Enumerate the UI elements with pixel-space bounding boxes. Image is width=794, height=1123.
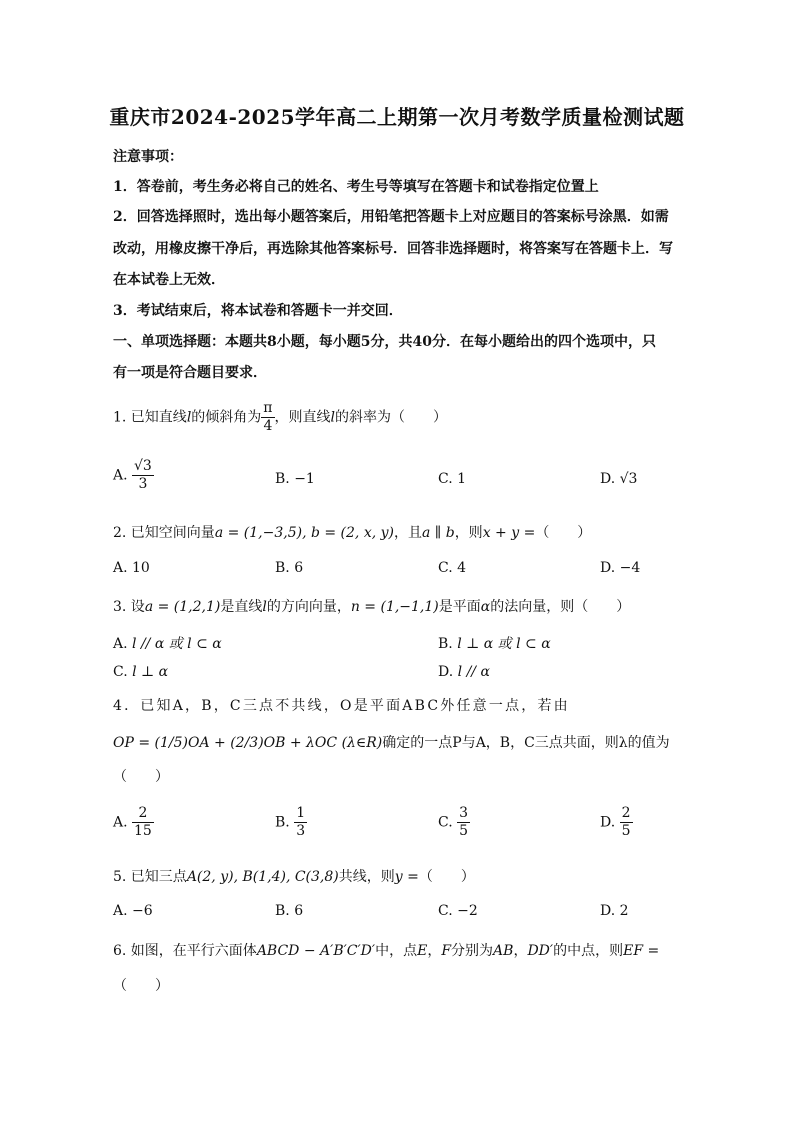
q1-option-a bbox=[113, 458, 154, 493]
q5-option-b: B. 6 bbox=[275, 903, 304, 919]
q3-alpha: α bbox=[480, 599, 491, 615]
section-heading-line-2: 有一项是符合题目要求． bbox=[113, 365, 267, 381]
notice-item-2-line-2: 改动，用橡皮擦干净后，再选除其他答案标号．回答非选择题时，将答案写在答题卡上．写 bbox=[113, 241, 673, 257]
q2-option-c: C. 4 bbox=[438, 560, 467, 576]
q1-mid: 的倾斜角为 bbox=[191, 409, 262, 426]
q5-y: y = bbox=[394, 869, 419, 885]
q1-l: l bbox=[186, 409, 192, 426]
q5-points: A(2, y), B(1,4), C(3,8) bbox=[186, 869, 339, 885]
q6-point-f: F bbox=[441, 943, 452, 959]
q3-option-c-text: l ⊥ α bbox=[132, 664, 169, 680]
notice-item-2-line-3: 在本试卷上无效． bbox=[113, 272, 225, 288]
q1-pre: 1. 已知直线 bbox=[113, 409, 187, 426]
q3-option-a-label: A. bbox=[113, 636, 128, 652]
question-1 bbox=[113, 400, 447, 435]
q6-dd: DD′ bbox=[527, 943, 554, 959]
q4-expression: OP = (1/5)OA + (2/3)OB + λOC (λ∈R) bbox=[113, 735, 383, 751]
question-4-line-3: （ ） bbox=[113, 769, 169, 785]
q6-comma: ， bbox=[513, 943, 528, 959]
q4-option-d-den: 5 bbox=[621, 823, 631, 839]
q6-mid3: 的中点，则 bbox=[553, 943, 624, 959]
q3-vector-n: n = (1,−1,1) bbox=[350, 599, 439, 615]
q2-parallel: a ∥ b bbox=[422, 525, 455, 541]
question-4-line-1: 4．已知A，B，C三点不共线，O是平面ABC外任意一点，若由 bbox=[113, 698, 570, 714]
q6-mid1: 中，点 bbox=[375, 943, 418, 959]
q3-option-a-text: l // α 或 l ⊂ α bbox=[132, 636, 222, 652]
q4-option-c-den: 5 bbox=[459, 823, 469, 839]
q2-pre: 2. 已知空间向量 bbox=[113, 525, 215, 541]
q4-option-d bbox=[600, 805, 633, 840]
q3-option-b-label: B. bbox=[438, 636, 453, 652]
q4-option-a-num: 2 bbox=[132, 805, 154, 823]
q4-line-2-post: 确定的一点P与A，B，C三点共面，则λ的值为 bbox=[382, 735, 670, 751]
question-6 bbox=[113, 940, 659, 960]
q6-solid: ABCD − A′B′C′D′ bbox=[256, 943, 376, 959]
q5-option-d: D. 2 bbox=[600, 903, 629, 919]
q4-option-c-fraction bbox=[457, 805, 470, 840]
q3-option-b bbox=[438, 633, 551, 653]
q5-mid: 共线，则 bbox=[338, 869, 395, 885]
q5-option-a: A. −6 bbox=[113, 903, 153, 919]
q1-option-a-num: √3 bbox=[134, 458, 152, 474]
q1-post1: ，则直线 bbox=[274, 409, 331, 426]
q4-option-b-den: 3 bbox=[296, 823, 306, 839]
notice-item-2-line-1: 2．回答选择照时，选出每小题答案后，用铅笔把答题卡上对应题目的答案标号涂黑．如需 bbox=[113, 209, 669, 225]
q2-post: ，则 bbox=[454, 525, 483, 541]
q2-blank: （ ） bbox=[535, 525, 592, 541]
q4-option-d-num: 2 bbox=[621, 805, 631, 821]
q4-option-c-label: C. bbox=[438, 814, 453, 831]
q1-option-a-label: A. bbox=[113, 467, 128, 484]
q2-option-a: A. 10 bbox=[113, 560, 150, 576]
q3-pre: 3. 设 bbox=[113, 599, 145, 615]
q3-mid1: 是直线 bbox=[220, 599, 263, 615]
q2-sum: x + y = bbox=[482, 525, 536, 541]
section-heading-line-1: 一、单项选择题：本题共8小题，每小题5分，共40分．在每小题给出的四个选项中，只 bbox=[113, 334, 656, 350]
q6-point-e: E bbox=[417, 943, 428, 959]
q6-pre: 6. 如图，在平行六面体 bbox=[113, 943, 257, 959]
notice-item-1: 1．答卷前，考生务必将自己的姓名、考生号等填写在答题卡和试卷指定位置上 bbox=[113, 179, 599, 195]
q1-option-b: B. −1 bbox=[275, 471, 315, 487]
q2-vectors: a = (1,−3,5), b = (2, x, y) bbox=[214, 525, 394, 541]
q5-blank: （ ） bbox=[418, 869, 475, 885]
q4-option-d-fraction bbox=[620, 805, 633, 840]
q4-option-b-fraction bbox=[294, 805, 307, 840]
q4-option-a-den: 15 bbox=[134, 823, 152, 839]
q4-option-a bbox=[113, 805, 154, 840]
q1-angle-num: π bbox=[263, 400, 273, 416]
q3-l: l bbox=[262, 599, 267, 615]
notice-item-3: 3．考试结束后，将本试卷和答题卡一并交回． bbox=[113, 303, 403, 319]
notice-heading: 注意事项： bbox=[113, 149, 183, 165]
q1-angle-den: 4 bbox=[263, 418, 273, 434]
q3-post: 的法向量，则（ ） bbox=[490, 599, 631, 615]
q3-option-b-text: l ⊥ α 或 l ⊂ α bbox=[457, 636, 551, 652]
q3-option-a bbox=[113, 633, 222, 653]
question-3 bbox=[113, 596, 630, 616]
q3-option-d-text: l // α bbox=[457, 664, 490, 680]
q1-option-c: C. 1 bbox=[438, 471, 467, 487]
question-4-line-2 bbox=[113, 732, 670, 752]
q1-option-a-fraction bbox=[132, 458, 154, 493]
q3-option-c-label: C. bbox=[113, 664, 128, 680]
q2-option-b: B. 6 bbox=[275, 560, 304, 576]
q1-post2: 的斜率为（ ） bbox=[334, 409, 447, 426]
q1-angle-fraction bbox=[261, 400, 274, 435]
q5-option-c: C. −2 bbox=[438, 903, 478, 919]
q2-option-d: D. −4 bbox=[600, 560, 641, 576]
question-6-line-2: （ ） bbox=[113, 978, 169, 994]
question-2 bbox=[113, 522, 591, 542]
q6-ab: AB bbox=[493, 943, 514, 959]
question-5 bbox=[113, 866, 475, 886]
q3-option-d bbox=[438, 664, 490, 680]
q4-option-b-num: 1 bbox=[296, 805, 306, 821]
q4-option-d-label: D. bbox=[600, 814, 616, 831]
page-title: 重庆市2024-2025学年高二上期第一次月考数学质量检测试题 bbox=[109, 105, 685, 129]
q3-vector-a: a = (1,2,1) bbox=[144, 599, 221, 615]
q3-option-c bbox=[113, 664, 168, 680]
q3-option-d-label: D. bbox=[438, 664, 454, 680]
q6-mid2: 分别为 bbox=[451, 943, 494, 959]
q4-option-a-fraction bbox=[132, 805, 154, 840]
q2-mid: ，且 bbox=[394, 525, 422, 541]
q5-pre: 5. 已知三点 bbox=[113, 869, 187, 885]
q4-option-a-label: A. bbox=[113, 814, 128, 831]
q4-option-b-label: B. bbox=[275, 814, 290, 831]
q3-mid3: 是平面 bbox=[438, 599, 481, 615]
q3-mid2: 的方向向量， bbox=[266, 599, 351, 615]
q6-sep: ， bbox=[427, 943, 442, 959]
q4-option-b bbox=[275, 805, 307, 840]
q4-option-c bbox=[438, 805, 470, 840]
q1-l-2: l bbox=[330, 409, 335, 426]
q1-option-a-den: 3 bbox=[138, 476, 148, 492]
q4-option-c-num: 3 bbox=[459, 805, 469, 821]
q6-ef: EF = bbox=[623, 943, 660, 959]
q1-option-d: D. √3 bbox=[600, 471, 638, 487]
